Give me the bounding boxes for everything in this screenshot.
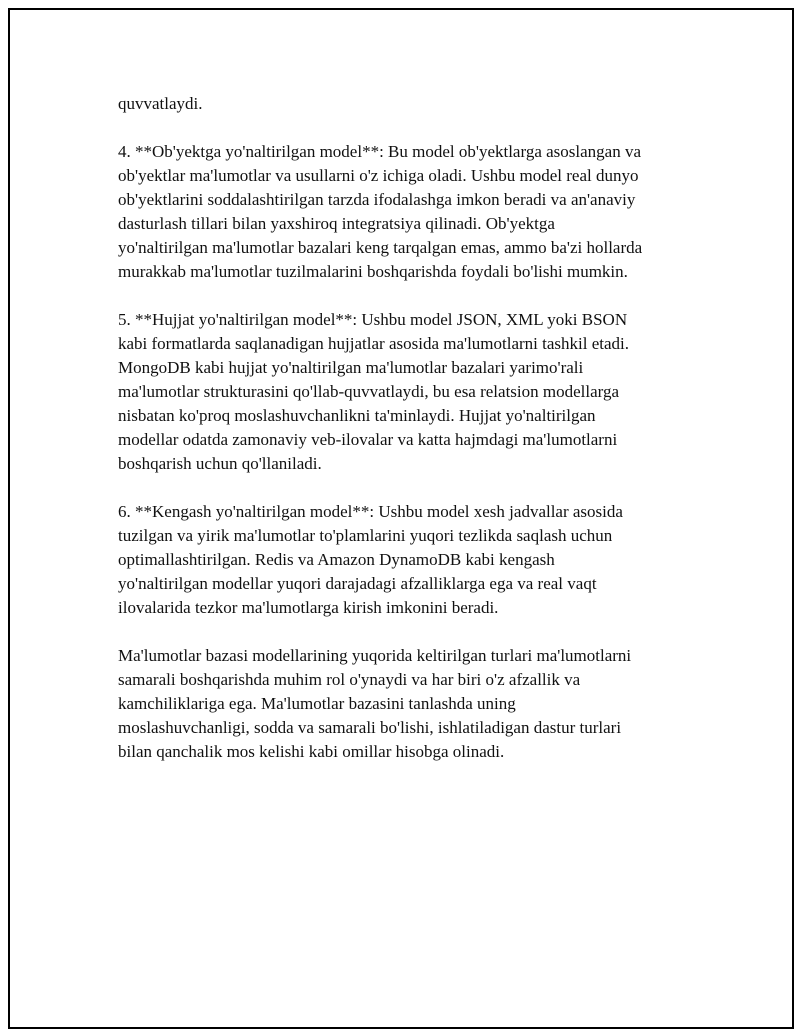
document-body [118,92,708,788]
paragraph-conclusion: Ma'lumotlar bazasi modellarining yuqorida keltirilgan turlari ma'lumotlarni samarali boshqarishda muhim rol o'ynaydi va har biri o'z afzallik va kamchiliklariga ega. Ma'lumotlar bazasini tanlashda uning moslashuvchanligi, sodda va samarali bo'lishi, ishlatiladigan dastur turlari bilan qanchalik mos kelishi kabi omillar hisobga olinadi. [118,646,632,761]
paragraph-document-oriented-model: 5. **Hujjat yo'naltirilgan model**: Ushbu model JSON, XML yoki BSON kabi formatlarda saqlanadigan hujjatlar asosida ma'lumotlarni tashkil etadi. MongoDB kabi hujjat yo'naltirilgan ma'lumotlar bazalari yarimo'rali ma'lumotlar strukturasini qo'llab-quvvatlaydi, bu esa relatsion modellarga nisbatan ko'proq moslashuvchanlikni ta'minlaydi. Hujjat yo'naltirilgan modellar odatda zamonaviy veb-ilovalar va katta hajmdagi ma'lumotlarni boshqarish uchun qo'llaniladi. [118,310,630,473]
paragraph-key-value-model: 6. **Kengash yo'naltirilgan model**: Ushbu model xesh jadvallar asosida tuzilgan va yirik ma'lumotlar to'plamlarini yuqori tezlikda saqlash uchun optimallashtirilgan. Redis va Amazon DynamoDB kabi kengash yo'naltirilgan modellar yuqori darajadagi afzalliklarga ega va real vaqt ilovalarida tezkor ma'lumotlarga kirish imkonini beradi. [118,502,623,617]
paragraph-object-oriented-model: 4. **Ob'yektga yo'naltirilgan model**: Bu model ob'yektlarga asoslangan va ob'yektlar ma'lumotlar va usullarni o'z ichiga oladi. Ushbu model real dunyo ob'yektlarini soddalashtirilgan tarzda ifodalashga imkon beradi va an'anaviy dasturlash tillari bilan yaxshiroq integratsiya qilinadi. Ob'yektga yo'naltirilgan ma'lumotlar bazalari keng tarqalgan emas, ammo ba'zi hollarda murakkab ma'lumotlar tuzilmalarini boshqarishda foydali bo'lishi mumkin. [118,142,643,281]
paragraph-continuation: quvvatlaydi. [118,94,203,113]
